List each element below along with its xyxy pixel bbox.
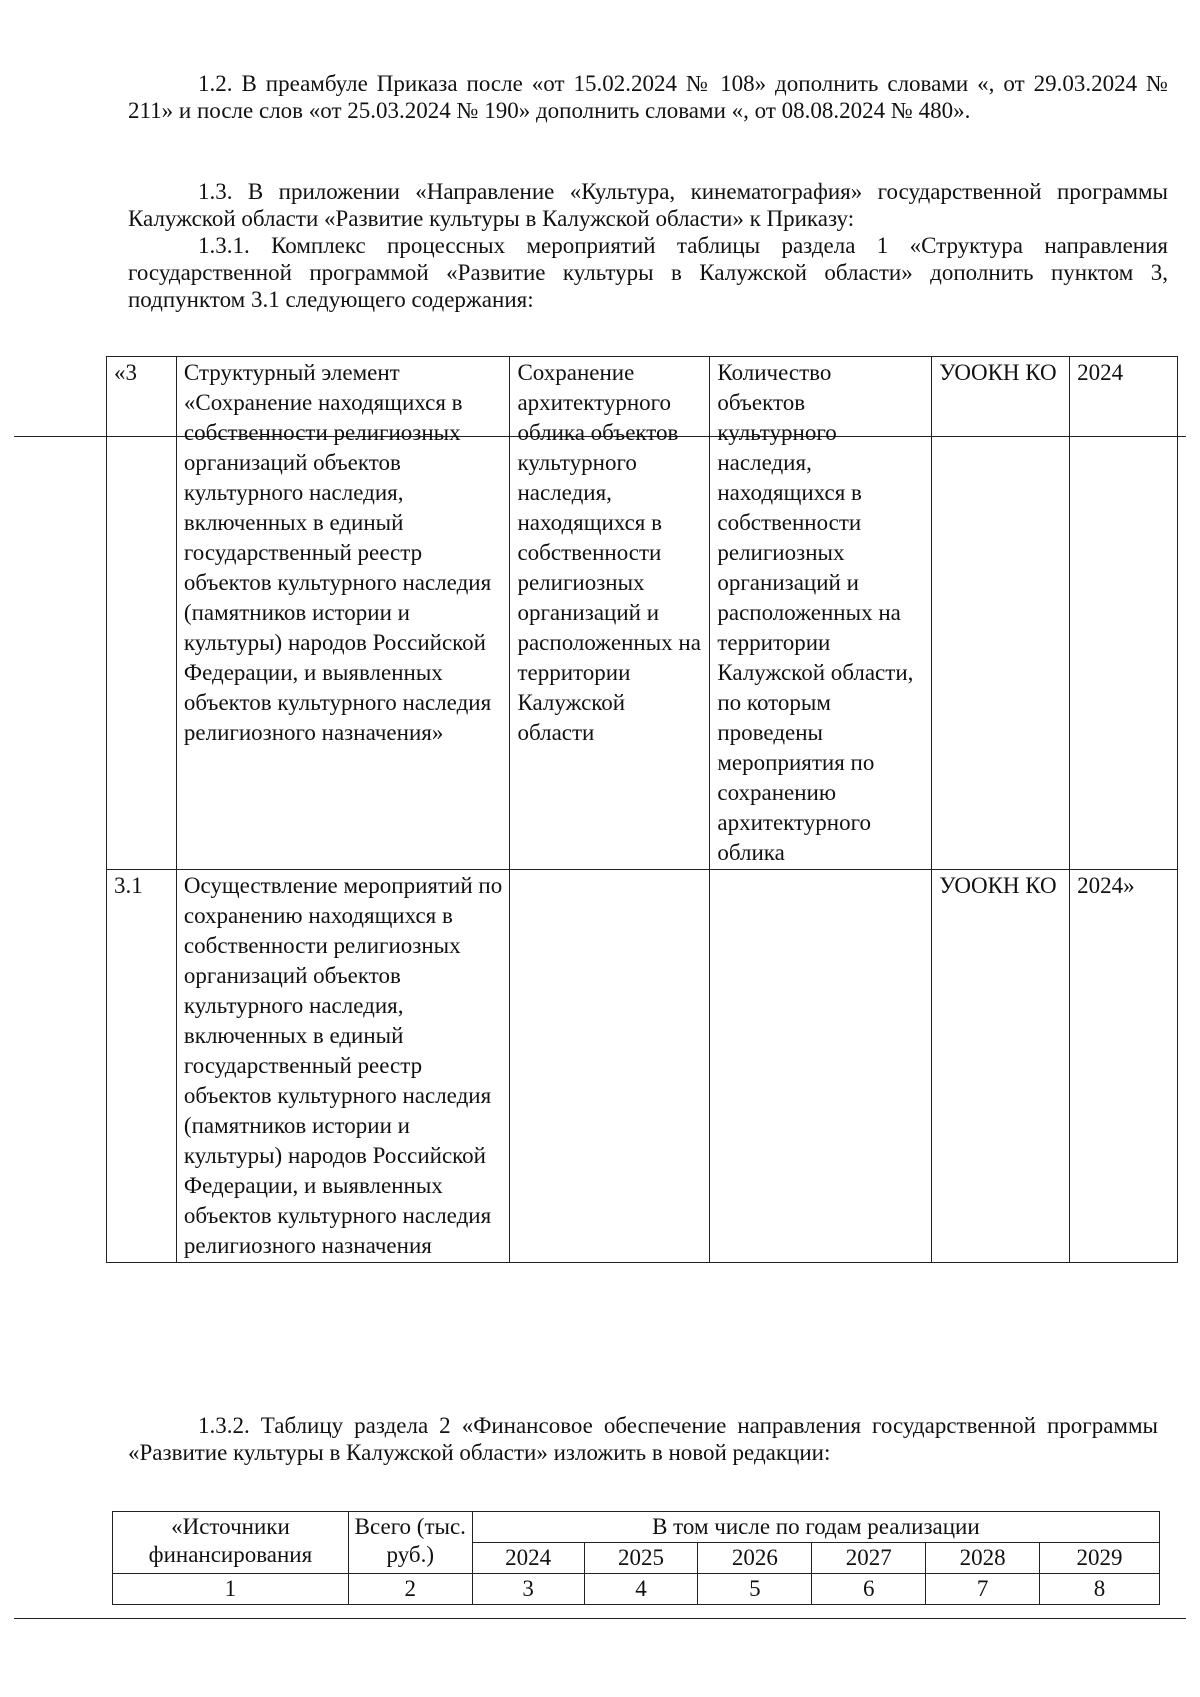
- implementation-year: 2024»: [1070, 870, 1178, 1263]
- column-number: 3: [472, 1574, 584, 1605]
- page-bottom-line: [14, 1618, 1186, 1619]
- column-number: 8: [1040, 1574, 1160, 1605]
- table-row: [113, 1574, 1160, 1605]
- implementation-year: 2024: [1070, 357, 1178, 870]
- column-number: 2: [348, 1574, 472, 1605]
- paragraph-1-3-1-text: 1.3.1. Комплекс процессных мероприятий таблицы раздела 1 «Структура направления государственной программой «Развитие культуры в Калужской области» дополнить пунктом 3, подпунктом 3.1 следующего содержания:: [128, 233, 1168, 312]
- header-year: 2028: [926, 1543, 1040, 1574]
- task-description: [510, 870, 710, 1263]
- table-header-row: [113, 1512, 1160, 1543]
- executor: УООКН КО: [932, 870, 1070, 1263]
- structural-element-name: Осуществление мероприятий по сохранению находящихся в собственности религиозных организаций объектов культурного наследия, включенных в единый государственный реестр объектов культурного наследия (памятников истории и культуры) народов Российской Федерации, и выявленных объектов культурного наследия религиозного назначения: [176, 870, 510, 1263]
- row-number: «3: [107, 357, 177, 870]
- paragraph-1-2: [128, 70, 1168, 124]
- executor: УООКН КО: [932, 357, 1070, 870]
- table-row: [107, 357, 1178, 870]
- column-number: 6: [812, 1574, 926, 1605]
- paragraph-1-3: [128, 178, 1168, 232]
- financing-table: [112, 1511, 1160, 1605]
- column-number: 5: [698, 1574, 812, 1605]
- paragraph-1-3-2-text: 1.3.2. Таблицу раздела 2 «Финансовое обеспечение направления государственной программы «Развитие культуры в Калужской области» изложить в новой редакции:: [128, 1413, 1158, 1465]
- header-year: 2029: [1040, 1543, 1160, 1574]
- header-year: 2027: [812, 1543, 926, 1574]
- indicator-description: [710, 870, 932, 1263]
- paragraph-1-3-text: 1.3. В приложении «Направление «Культура, кинематография» государственной программы Калужской области «Развитие культуры в Калужской области» к Приказу:: [128, 179, 1168, 231]
- row-number: 3.1: [107, 870, 177, 1263]
- header-year: 2024: [472, 1543, 584, 1574]
- header-year: 2025: [584, 1543, 698, 1574]
- paragraph-1-3-2: [128, 1412, 1158, 1466]
- paragraph-1-3-1: [128, 232, 1168, 313]
- column-number: 4: [584, 1574, 698, 1605]
- header-source: «Источники финансирования: [113, 1512, 349, 1574]
- column-number: 1: [113, 1574, 349, 1605]
- header-years-group: В том числе по годам реализации: [472, 1512, 1159, 1543]
- structural-element-name: Структурный элемент «Сохранение находящихся в собственности религиозных организаций объектов культурного наследия, включенных в единый государственный реестр объектов культурного наследия (памятников истории и культуры) народов Российской Федерации, и выявленных объектов культурного наследия религиозного назначения»: [176, 357, 510, 870]
- structure-table: [106, 356, 1178, 1263]
- header-year: 2026: [698, 1543, 812, 1574]
- paragraph-1-2-text: 1.2. В преамбуле Приказа после «от 15.02.2024 № 108» дополнить словами «, от 29.03.2024 № 211» и после слов «от 25.03.2024 № 190» дополнить словами «, от 08.08.2024 № 480».: [128, 71, 1168, 123]
- task-description: Сохранение архитектурного облика объектов культурного наследия, находящихся в собственности религиозных организаций и расположенных на территории Калужской области: [510, 357, 710, 870]
- table-row: [107, 870, 1178, 1263]
- column-number: 7: [926, 1574, 1040, 1605]
- indicator-description: Количество объектов культурного наследия, находящихся в собственности религиозных организаций и расположенных на территории Калужской области, по которым проведены мероприятия по сохранению архитектурного облика: [710, 357, 932, 870]
- header-total: Всего (тыс. руб.): [348, 1512, 472, 1574]
